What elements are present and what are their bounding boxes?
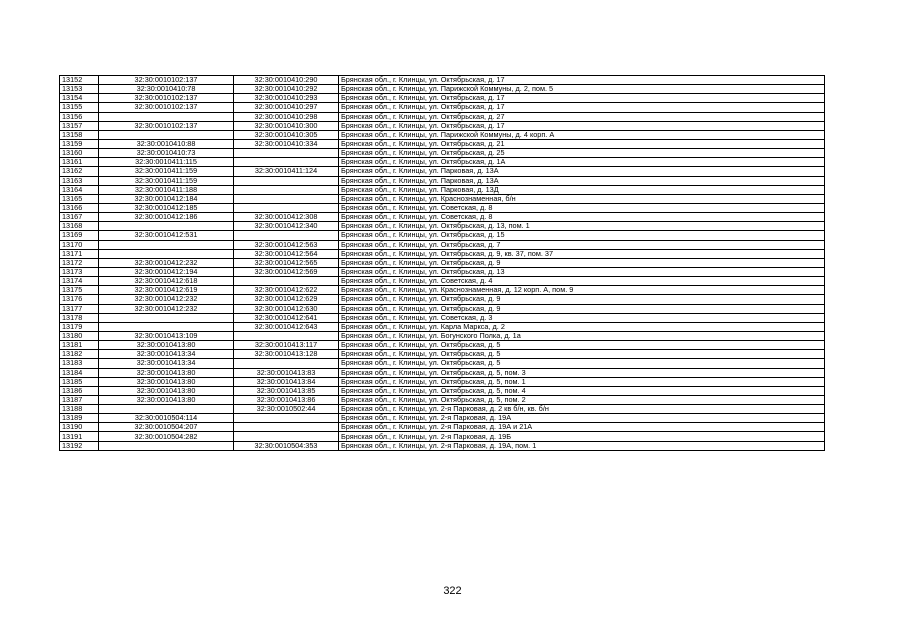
old-cadastral-number-cell: 32:30:0010412:184: [99, 194, 234, 203]
table-row: [60, 176, 825, 185]
new-cadastral-number-cell: 32:30:0010412:641: [234, 313, 339, 322]
table-row: [60, 359, 825, 368]
new-cadastral-number-cell: 32:30:0010410:290: [234, 76, 339, 85]
address-cell: Брянская обл., г. Клинцы, ул. Советская, д. 4: [339, 277, 825, 286]
old-cadastral-number-cell: 32:30:0010413:34: [99, 350, 234, 359]
row-number-cell: 13181: [60, 341, 99, 350]
address-cell: Брянская обл., г. Клинцы, ул. Октябрьская, д. 17: [339, 121, 825, 130]
table-row: [60, 395, 825, 404]
table-row: [60, 139, 825, 148]
row-number-cell: 13182: [60, 350, 99, 359]
row-number-cell: 13184: [60, 368, 99, 377]
old-cadastral-number-cell: 32:30:0010413:80: [99, 368, 234, 377]
row-number-cell: 13165: [60, 194, 99, 203]
page-number: 322: [443, 585, 462, 597]
row-number-cell: 13175: [60, 286, 99, 295]
row-number-cell: 13176: [60, 295, 99, 304]
address-cell: Брянская обл., г. Клинцы, ул. Парковая, д. 13А: [339, 167, 825, 176]
old-cadastral-number-cell: 32:30:0010410:78: [99, 85, 234, 94]
address-cell: Брянская обл., г. Клинцы, ул. Октябрьская, д. 9: [339, 295, 825, 304]
new-cadastral-number-cell: [234, 231, 339, 240]
address-cell: Брянская обл., г. Клинцы, ул. Советская, д. 8: [339, 203, 825, 212]
new-cadastral-number-cell: 32:30:0010410:297: [234, 103, 339, 112]
table-row: [60, 231, 825, 240]
row-number-cell: 13168: [60, 222, 99, 231]
table-row: [60, 295, 825, 304]
new-cadastral-number-cell: 32:30:0010413:117: [234, 341, 339, 350]
new-cadastral-number-cell: 32:30:0010412:569: [234, 267, 339, 276]
table-row: [60, 423, 825, 432]
cadastral-table: [59, 75, 825, 451]
address-cell: Брянская обл., г. Клинцы, ул. Краснознаменная, б/н: [339, 194, 825, 203]
old-cadastral-number-cell: 32:30:0010413:80: [99, 395, 234, 404]
address-cell: Брянская обл., г. Клинцы, ул. Октябрьская, д. 25: [339, 149, 825, 158]
address-cell: Брянская обл., г. Клинцы, ул. Октябрьская, д. 13: [339, 267, 825, 276]
address-cell: Брянская обл., г. Клинцы, ул. Парковая, д. 13Д: [339, 185, 825, 194]
row-number-cell: 13159: [60, 139, 99, 148]
new-cadastral-number-cell: [234, 423, 339, 432]
table-row: [60, 432, 825, 441]
row-number-cell: 13164: [60, 185, 99, 194]
new-cadastral-number-cell: [234, 176, 339, 185]
old-cadastral-number-cell: 32:30:0010102:137: [99, 103, 234, 112]
table-row: [60, 286, 825, 295]
address-cell: Брянская обл., г. Клинцы, ул. Октябрьская, д. 17: [339, 103, 825, 112]
table-row: [60, 185, 825, 194]
address-cell: Брянская обл., г. Клинцы, ул. Октябрьская, д. 5, пом. 4: [339, 386, 825, 395]
row-number-cell: 13158: [60, 130, 99, 139]
table-row: [60, 267, 825, 276]
address-cell: Брянская обл., г. Клинцы, ул. Октябрьская, д. 5: [339, 359, 825, 368]
old-cadastral-number-cell: 32:30:0010102:137: [99, 76, 234, 85]
old-cadastral-number-cell: 32:30:0010413:109: [99, 331, 234, 340]
new-cadastral-number-cell: [234, 277, 339, 286]
table-row: [60, 240, 825, 249]
old-cadastral-number-cell: 32:30:0010413:80: [99, 377, 234, 386]
row-number-cell: 13161: [60, 158, 99, 167]
old-cadastral-number-cell: 32:30:0010412:185: [99, 203, 234, 212]
new-cadastral-number-cell: 32:30:0010412:622: [234, 286, 339, 295]
row-number-cell: 13157: [60, 121, 99, 130]
new-cadastral-number-cell: [234, 149, 339, 158]
old-cadastral-number-cell: [99, 222, 234, 231]
table-row: [60, 194, 825, 203]
new-cadastral-number-cell: 32:30:0010413:85: [234, 386, 339, 395]
new-cadastral-number-cell: [234, 414, 339, 423]
new-cadastral-number-cell: 32:30:0010412:629: [234, 295, 339, 304]
new-cadastral-number-cell: 32:30:0010412:565: [234, 258, 339, 267]
row-number-cell: 13189: [60, 414, 99, 423]
old-cadastral-number-cell: [99, 249, 234, 258]
table-row: [60, 94, 825, 103]
row-number-cell: 13180: [60, 331, 99, 340]
old-cadastral-number-cell: [99, 112, 234, 121]
old-cadastral-number-cell: 32:30:0010412:186: [99, 213, 234, 222]
address-cell: Брянская обл., г. Клинцы, ул. Октябрьская, д. 15: [339, 231, 825, 240]
new-cadastral-number-cell: 32:30:0010412:563: [234, 240, 339, 249]
table-row: [60, 441, 825, 450]
old-cadastral-number-cell: [99, 313, 234, 322]
table-row: [60, 331, 825, 340]
new-cadastral-number-cell: 32:30:0010413:86: [234, 395, 339, 404]
row-number-cell: 13152: [60, 76, 99, 85]
table-row: [60, 222, 825, 231]
table-row: [60, 277, 825, 286]
row-number-cell: 13166: [60, 203, 99, 212]
address-cell: Брянская обл., г. Клинцы, ул. Октябрьская, д. 5, пом. 1: [339, 377, 825, 386]
old-cadastral-number-cell: 32:30:0010504:114: [99, 414, 234, 423]
address-cell: Брянская обл., г. Клинцы, ул. Парижской Коммуны, д. 2, пом. 5: [339, 85, 825, 94]
table-row: [60, 258, 825, 267]
row-number-cell: 13153: [60, 85, 99, 94]
new-cadastral-number-cell: 32:30:0010413:83: [234, 368, 339, 377]
address-cell: Брянская обл., г. Клинцы, ул. Октябрьская, д. 9: [339, 258, 825, 267]
row-number-cell: 13172: [60, 258, 99, 267]
old-cadastral-number-cell: 32:30:0010504:207: [99, 423, 234, 432]
table-row: [60, 405, 825, 414]
old-cadastral-number-cell: 32:30:0010412:232: [99, 258, 234, 267]
address-cell: Брянская обл., г. Клинцы, ул. Октябрьская, д. 17: [339, 94, 825, 103]
new-cadastral-number-cell: [234, 194, 339, 203]
address-cell: Брянская обл., г. Клинцы, ул. Советская, д. 3: [339, 313, 825, 322]
old-cadastral-number-cell: 32:30:0010411:188: [99, 185, 234, 194]
new-cadastral-number-cell: 32:30:0010410:334: [234, 139, 339, 148]
old-cadastral-number-cell: 32:30:0010411:159: [99, 176, 234, 185]
row-number-cell: 13191: [60, 432, 99, 441]
old-cadastral-number-cell: 32:30:0010102:137: [99, 94, 234, 103]
address-cell: Брянская обл., г. Клинцы, ул. Краснознаменная, д. 12 корп. А, пом. 9: [339, 286, 825, 295]
new-cadastral-number-cell: 32:30:0010410:300: [234, 121, 339, 130]
row-number-cell: 13187: [60, 395, 99, 404]
new-cadastral-number-cell: 32:30:0010413:128: [234, 350, 339, 359]
new-cadastral-number-cell: [234, 432, 339, 441]
address-cell: Брянская обл., г. Клинцы, ул. Советская, д. 8: [339, 213, 825, 222]
new-cadastral-number-cell: 32:30:0010410:305: [234, 130, 339, 139]
old-cadastral-number-cell: 32:30:0010412:232: [99, 304, 234, 313]
new-cadastral-number-cell: [234, 185, 339, 194]
new-cadastral-number-cell: [234, 158, 339, 167]
row-number-cell: 13177: [60, 304, 99, 313]
new-cadastral-number-cell: 32:30:0010411:124: [234, 167, 339, 176]
row-number-cell: 13154: [60, 94, 99, 103]
address-cell: Брянская обл., г. Клинцы, ул. 2-я Парковая, д. 19Б: [339, 432, 825, 441]
old-cadastral-number-cell: [99, 322, 234, 331]
address-cell: Брянская обл., г. Клинцы, ул. Октябрьская, д. 5, пом. 3: [339, 368, 825, 377]
old-cadastral-number-cell: 32:30:0010410:88: [99, 139, 234, 148]
new-cadastral-number-cell: 32:30:0010410:293: [234, 94, 339, 103]
table-row: [60, 304, 825, 313]
old-cadastral-number-cell: 32:30:0010413:34: [99, 359, 234, 368]
old-cadastral-number-cell: [99, 405, 234, 414]
table-row: [60, 213, 825, 222]
address-cell: Брянская обл., г. Клинцы, ул. 2-я Парковая, д. 19А: [339, 414, 825, 423]
old-cadastral-number-cell: [99, 130, 234, 139]
table-row: [60, 158, 825, 167]
table-row: [60, 249, 825, 258]
row-number-cell: 13178: [60, 313, 99, 322]
new-cadastral-number-cell: 32:30:0010412:308: [234, 213, 339, 222]
old-cadastral-number-cell: 32:30:0010413:80: [99, 386, 234, 395]
old-cadastral-number-cell: 32:30:0010412:194: [99, 267, 234, 276]
old-cadastral-number-cell: 32:30:0010410:73: [99, 149, 234, 158]
address-cell: Брянская обл., г. Клинцы, ул. Октябрьская, д. 17: [339, 76, 825, 85]
table-row: [60, 350, 825, 359]
new-cadastral-number-cell: 32:30:0010410:298: [234, 112, 339, 121]
row-number-cell: 13188: [60, 405, 99, 414]
address-cell: Брянская обл., г. Клинцы, ул. 2-я Парковая, д. 19А, пом. 1: [339, 441, 825, 450]
address-cell: Брянская обл., г. Клинцы, ул. Октябрьская, д. 21: [339, 139, 825, 148]
table-row: [60, 322, 825, 331]
address-cell: Брянская обл., г. Клинцы, ул. Парижской Коммуны, д. 4 корп. А: [339, 130, 825, 139]
old-cadastral-number-cell: 32:30:0010412:531: [99, 231, 234, 240]
new-cadastral-number-cell: 32:30:0010412:630: [234, 304, 339, 313]
table-row: [60, 112, 825, 121]
table-row: [60, 414, 825, 423]
old-cadastral-number-cell: 32:30:0010504:282: [99, 432, 234, 441]
row-number-cell: 13167: [60, 213, 99, 222]
row-number-cell: 13155: [60, 103, 99, 112]
table-row: [60, 130, 825, 139]
old-cadastral-number-cell: [99, 441, 234, 450]
row-number-cell: 13179: [60, 322, 99, 331]
row-number-cell: 13174: [60, 277, 99, 286]
address-cell: Брянская обл., г. Клинцы, ул. Богунского Полка, д. 1а: [339, 331, 825, 340]
row-number-cell: 13192: [60, 441, 99, 450]
address-cell: Брянская обл., г. Клинцы, ул. Октябрьская, д. 1А: [339, 158, 825, 167]
old-cadastral-number-cell: 32:30:0010411:115: [99, 158, 234, 167]
table-row: [60, 377, 825, 386]
new-cadastral-number-cell: 32:30:0010412:564: [234, 249, 339, 258]
row-number-cell: 13186: [60, 386, 99, 395]
address-cell: Брянская обл., г. Клинцы, ул. 2-я Парковая, д. 19А и 21А: [339, 423, 825, 432]
table-row: [60, 203, 825, 212]
address-cell: Брянская обл., г. Клинцы, ул. Карла Маркса, д. 2: [339, 322, 825, 331]
row-number-cell: 13162: [60, 167, 99, 176]
address-cell: Брянская обл., г. Клинцы, ул. Октябрьская, д. 9: [339, 304, 825, 313]
row-number-cell: 13160: [60, 149, 99, 158]
old-cadastral-number-cell: 32:30:0010412:232: [99, 295, 234, 304]
row-number-cell: 13169: [60, 231, 99, 240]
table-row: [60, 167, 825, 176]
new-cadastral-number-cell: [234, 359, 339, 368]
address-cell: Брянская обл., г. Клинцы, ул. Октябрьская, д. 5: [339, 341, 825, 350]
table-row: [60, 313, 825, 322]
table-row: [60, 76, 825, 85]
address-cell: Брянская обл., г. Клинцы, ул. Октябрьская, д. 27: [339, 112, 825, 121]
new-cadastral-number-cell: 32:30:0010413:84: [234, 377, 339, 386]
new-cadastral-number-cell: 32:30:0010410:292: [234, 85, 339, 94]
new-cadastral-number-cell: 32:30:0010412:340: [234, 222, 339, 231]
old-cadastral-number-cell: 32:30:0010102:137: [99, 121, 234, 130]
new-cadastral-number-cell: 32:30:0010504:353: [234, 441, 339, 450]
row-number-cell: 13183: [60, 359, 99, 368]
address-cell: Брянская обл., г. Клинцы, ул. Парковая, д. 13А: [339, 176, 825, 185]
table-body: [60, 76, 825, 451]
old-cadastral-number-cell: 32:30:0010412:619: [99, 286, 234, 295]
new-cadastral-number-cell: 32:30:0010502:44: [234, 405, 339, 414]
address-cell: Брянская обл., г. Клинцы, ул. Октябрьская, д. 7: [339, 240, 825, 249]
table-row: [60, 149, 825, 158]
row-number-cell: 13173: [60, 267, 99, 276]
old-cadastral-number-cell: 32:30:0010411:159: [99, 167, 234, 176]
address-cell: Брянская обл., г. Клинцы, ул. 2-я Парковая, д. 2 кв б/н, кв. б/н: [339, 405, 825, 414]
address-cell: Брянская обл., г. Клинцы, ул. Октябрьская, д. 9, кв. 37, пом. 37: [339, 249, 825, 258]
new-cadastral-number-cell: 32:30:0010412:643: [234, 322, 339, 331]
table-row: [60, 85, 825, 94]
address-cell: Брянская обл., г. Клинцы, ул. Октябрьская, д. 13, пом. 1: [339, 222, 825, 231]
table-row: [60, 368, 825, 377]
row-number-cell: 13190: [60, 423, 99, 432]
old-cadastral-number-cell: [99, 240, 234, 249]
row-number-cell: 13185: [60, 377, 99, 386]
address-cell: Брянская обл., г. Клинцы, ул. Октябрьская, д. 5: [339, 350, 825, 359]
row-number-cell: 13171: [60, 249, 99, 258]
table-row: [60, 341, 825, 350]
table-row: [60, 121, 825, 130]
row-number-cell: 13163: [60, 176, 99, 185]
row-number-cell: 13156: [60, 112, 99, 121]
new-cadastral-number-cell: [234, 331, 339, 340]
new-cadastral-number-cell: [234, 203, 339, 212]
old-cadastral-number-cell: 32:30:0010413:80: [99, 341, 234, 350]
table-row: [60, 386, 825, 395]
row-number-cell: 13170: [60, 240, 99, 249]
old-cadastral-number-cell: 32:30:0010412:618: [99, 277, 234, 286]
table-row: [60, 103, 825, 112]
address-cell: Брянская обл., г. Клинцы, ул. Октябрьская, д. 5, пом. 2: [339, 395, 825, 404]
